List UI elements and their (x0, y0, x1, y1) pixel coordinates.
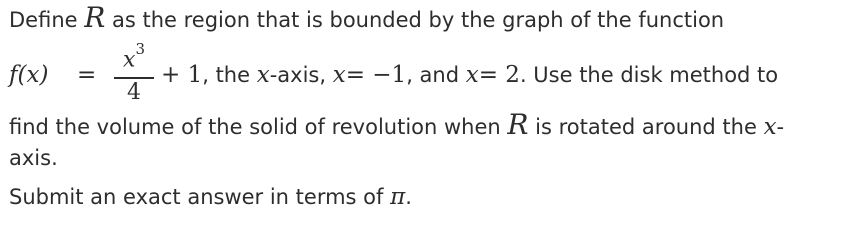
region-variable-r: R (84, 1, 106, 34)
pi-symbol: π (390, 184, 406, 210)
line2-text-d: . Use the disk method to (519, 63, 779, 87)
problem-line-4: axis. (9, 146, 58, 170)
numerator-base: x (123, 47, 136, 73)
x-variable-3: x (465, 62, 479, 88)
line2-text-a: , the (202, 63, 257, 87)
x-variable-2: x (332, 62, 346, 88)
problem-line-3 (9, 108, 785, 141)
fraction-numerator (112, 40, 156, 73)
line2-text-b: -axis, (269, 63, 333, 87)
equals-sign: = (77, 62, 97, 88)
equals-negative-one: = −1 (345, 62, 407, 88)
equals-two: = 2 (478, 62, 520, 88)
line5-text-after: . (405, 185, 412, 209)
line5-text-before: Submit an exact answer in terms of (9, 185, 391, 209)
x-variable-4: x (763, 114, 777, 140)
region-variable-r-2: R (507, 108, 529, 141)
problem-line-1 (9, 1, 725, 34)
fraction-bar (114, 77, 154, 79)
line3-dash: - (776, 115, 785, 139)
line2-text-c: , and (406, 63, 466, 87)
line3-text-middle: is rotated around the (528, 115, 764, 139)
line1-text-before: Define (9, 8, 85, 32)
plus-one: + 1 (161, 62, 203, 88)
fraction-x-cubed-over-4 (112, 40, 156, 116)
function-notation: f(x) (9, 62, 49, 88)
x-variable-1: x (256, 62, 270, 88)
numerator-exponent: 3 (135, 40, 145, 58)
line2-rest (161, 62, 778, 88)
line1-text-after: as the region that is bounded by the graph of the function (105, 8, 725, 32)
problem-line-5 (9, 184, 412, 210)
line3-text-before: find the volume of the solid of revolution when (9, 115, 508, 139)
fraction-denominator: 4 (127, 80, 141, 105)
